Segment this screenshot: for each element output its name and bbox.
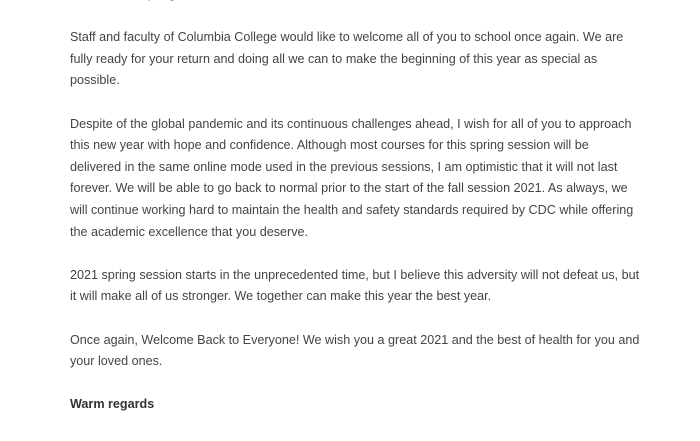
letter-paragraph-spring-session: 2021 spring session starts in the unprecedented time, but I believe this adversity will not defeat us, but it will make all of us stronger. We together can make this year the best year. — [70, 267, 640, 304]
letter-signoff: Warm regards — [70, 397, 155, 412]
letter-paragraph-welcome-back: Once again, Welcome Back to Everyone! We wish you a great 2021 and the best of health for you and your loved ones. — [70, 332, 640, 369]
letter-paragraph-pandemic: Despite of the global pandemic and its continuous challenges ahead, I wish for all of you to approach this new year with hope and confidence. Although most courses for this spring session will be delivered in the same online mode used in the previous sessions, I am optimistic that it will not last forever. We will be able to go back to normal prior to the start of the fall session 2021. As always, we will continue working hard to maintain the health and safety standards required by CDC while offering the academic excellence that you deserve. — [70, 116, 634, 239]
letter-paragraph-welcome: Staff and faculty of Columbia College would like to welcome all of you to school once again. We are fully ready for your return and doing all we can to make the beginning of this year as special as possible. — [70, 30, 624, 88]
welcome-letter — [70, 0, 640, 416]
letter-greeting — [70, 0, 640, 6]
